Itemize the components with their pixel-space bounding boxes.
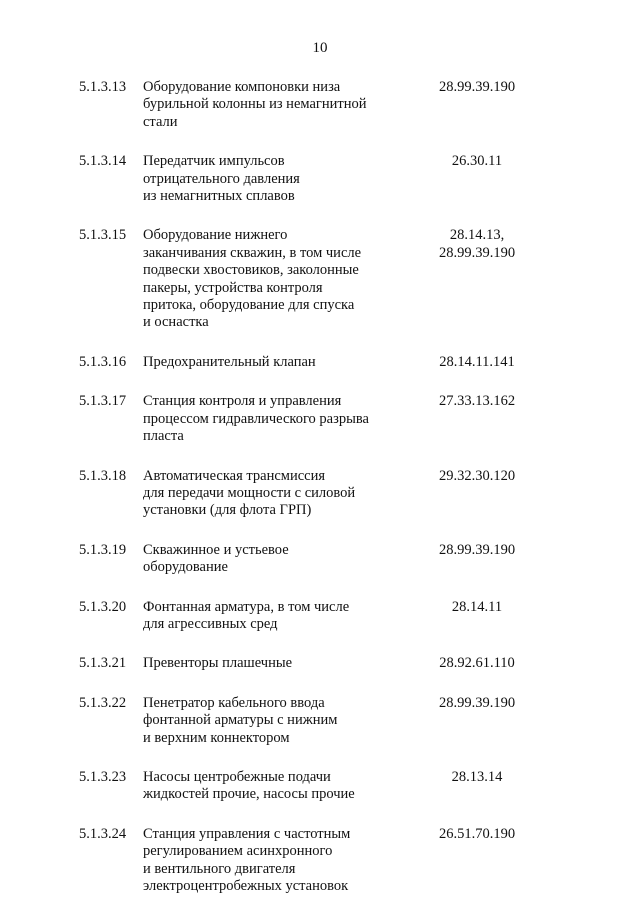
item-code: 5.1.3.15 [79,227,127,244]
item-code: 5.1.3.22 [79,694,127,711]
list-item [0,354,640,371]
item-okpd-code: 28.13.14 [451,768,503,785]
item-okpd-code: 27.33.13.162 [438,393,516,410]
list-item [0,769,640,804]
item-code: 5.1.3.23 [79,768,127,785]
list-item [0,542,640,577]
list-item [0,153,640,205]
list-item [0,468,640,520]
item-okpd-code: 28.99.39.190 [438,541,516,558]
item-name: Автоматическая трансмиссия для передачи мощности с силовой установки (для флота ГРП) [143,467,356,519]
item-okpd-code: 26.51.70.190 [438,825,516,842]
item-okpd-code: 28.14.11.141 [439,353,515,370]
item-okpd-code: 26.30.11 [451,153,503,170]
item-code: 5.1.3.14 [79,153,127,170]
list-item [0,79,640,131]
item-name: Оборудование компоновки низа бурильной колонны из немагнитной стали [143,79,367,130]
equipment-list [0,79,640,917]
item-code: 5.1.3.18 [79,467,127,484]
list-item [0,393,640,445]
item-name: Оборудование нижнего заканчивания скважин, в том числе подвески хвостовиков, заколонные пакеры, устройства контроля притока, оборудование для спуска и оснастка [143,227,362,331]
item-name: Станция контроля и управления процессом гидравлического разрыва пласта [143,393,369,445]
list-item [0,826,640,896]
list-item [0,695,640,747]
item-okpd-code: 28.14.13, 28.99.39.190 [438,227,516,261]
page-number: 10 [312,40,328,56]
item-code: 5.1.3.17 [79,393,127,410]
item-okpd-code: 28.99.39.190 [438,79,516,95]
item-name: Насосы центробежные подачи жидкостей прочие, насосы прочие [143,768,355,803]
list-item [0,599,640,634]
item-code: 5.1.3.19 [79,541,127,558]
item-code: 5.1.3.20 [79,598,127,615]
item-okpd-code: 29.32.30.120 [438,467,516,484]
item-name: Предохранительный клапан [143,353,316,370]
item-code: 5.1.3.16 [79,353,127,370]
item-code: 5.1.3.24 [79,825,127,842]
item-name: Станция управления с частотным регулированием асинхронного и вентильного двигателя электроцентробежных установок [143,825,351,894]
item-okpd-code: 28.92.61.110 [439,655,515,672]
item-name: Передатчик импульсов отрицательного давления из немагнитных сплавов [143,153,300,205]
item-name: Превенторы плашечные [143,655,293,672]
item-name: Фонтанная арматура, в том числе для агрессивных сред [143,598,350,632]
item-code: 5.1.3.13 [79,79,127,95]
item-name: Скважинное и устьевое оборудование [143,541,289,576]
list-item [0,227,640,331]
list-item [0,655,640,672]
item-okpd-code: 28.99.39.190 [438,694,516,711]
item-okpd-code: 28.14.11 [451,598,503,615]
item-code: 5.1.3.21 [79,655,127,672]
item-name: Пенетратор кабельного ввода фонтанной арматуры с нижним и верхним коннектором [143,694,338,746]
